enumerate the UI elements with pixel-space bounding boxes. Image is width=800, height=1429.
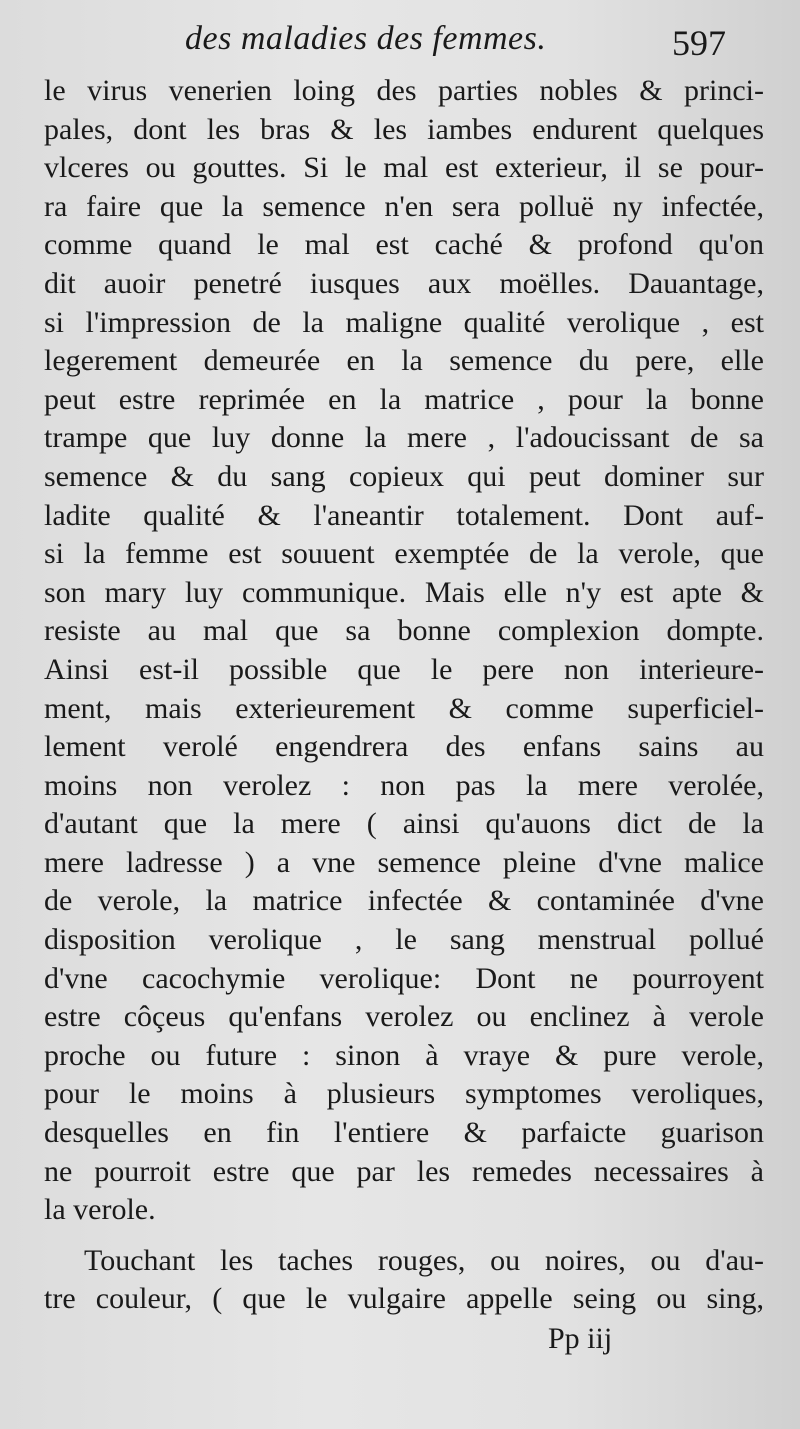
text-line: la verole. [44, 1193, 156, 1227]
body-text [44, 72, 764, 1319]
text-line: ment, mais exterieurement & comme superficiel- [44, 691, 764, 725]
text-line: desquelles en fin l'entiere & parfaicte guarison [44, 1116, 764, 1150]
text-line: semence & du sang copieux qui peut dominer sur [44, 459, 764, 493]
text-line: trampe que luy donne la mere , l'adoucissant de sa [44, 421, 764, 455]
text-line: dit auoir penetré iusques aux moëlles. Dauantage, [44, 266, 764, 300]
text-line: disposition verolique , le sang menstrual pollué [44, 923, 764, 957]
running-head: des maladies des femmes. [185, 20, 547, 57]
text-line: mere ladresse ) a vne semence pleine d'vne malice [44, 845, 764, 879]
text-line: le virus venerien loing des parties nobles & princi- [44, 74, 764, 107]
text-line: tre couleur, ( que le vulgaire appelle seing ou sing, [44, 1282, 764, 1316]
text-line: ne pourroit estre que par les remedes necessaires à [44, 1154, 764, 1188]
text-line: d'vne cacochymie verolique: Dont ne pourroyent [44, 961, 764, 995]
text-line: comme quand le mal est caché & profond qu'on [44, 228, 764, 262]
text-line: d'autant que la mere ( ainsi qu'auons dict de la [44, 807, 764, 841]
text-line: pales, dont les bras & les iambes endurent quelques [44, 112, 764, 146]
text-line: si l'impression de la maligne qualité verolique , est [44, 305, 764, 339]
text-line: pour le moins à plusieurs symptomes veroliques, [44, 1077, 764, 1111]
text-line: de verole, la matrice infectée & contaminée d'vne [44, 884, 764, 918]
text-line: son mary luy communique. Mais elle n'y est apte & [44, 575, 764, 609]
text-line: proche ou future : sinon à vraye & pure verole, [44, 1038, 764, 1072]
text-line: ra faire que la semence n'en sera polluë ny infectée, [44, 189, 764, 223]
page-number: 597 [672, 23, 726, 63]
text-line: si la femme est souuent exemptée de la verole, que [44, 537, 764, 571]
signature-mark: Pp iij [548, 1322, 613, 1355]
text-line: Ainsi est-il possible que le pere non interieure- [44, 652, 764, 686]
text-line: resiste au mal que sa bonne complexion dompte. [44, 614, 764, 648]
text-line: Touchant les taches rouges, ou noires, ou d'au- [84, 1243, 764, 1277]
page-header [0, 14, 800, 72]
text-line: moins non verolez : non pas la mere verolée, [44, 768, 764, 802]
text-line: ladite qualité & l'aneantir totalement. Dont auf- [44, 498, 764, 532]
text-line: estre côçeus qu'enfans verolez ou enclinez à verole [44, 1000, 764, 1034]
text-line: lement verolé engendrera des enfans sains au [44, 730, 764, 764]
text-line: legerement demeurée en la semence du pere, elle [44, 344, 764, 378]
text-line: vlceres ou gouttes. Si le mal est exterieur, il se pour- [44, 151, 764, 185]
text-line: peut estre reprimée en la matrice , pour la bonne [44, 382, 764, 416]
